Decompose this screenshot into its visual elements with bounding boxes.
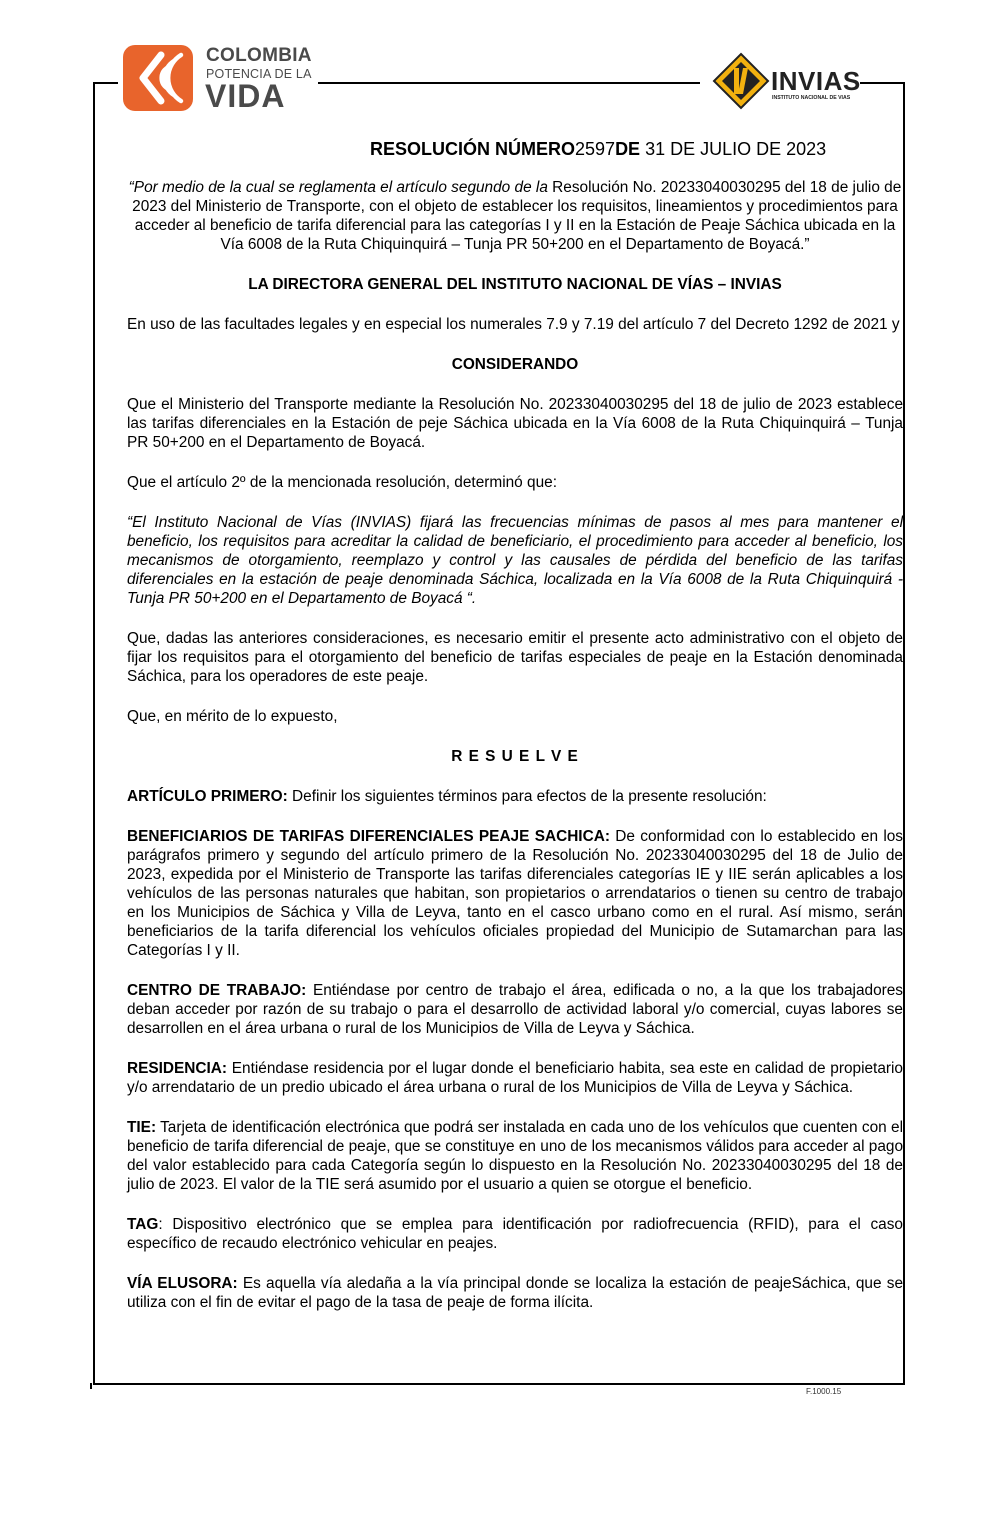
summary-text: Resolución No. 20233040030295 del 18 de julio de 2023 del Ministerio de Transporte, con el objeto de establecer los requisitos, lineamientos y procedimientos para acceder al beneficio de tarifa diferencial para las categorías I y II en la Estación de Peaje Sáchica ubicada en la Vía 6008 de la Ruta Chiquinquirá – Tunja PR 50+200 en el Departamento de Boyacá.” <box>132 179 902 253</box>
definition-term: VÍA ELUSORA: <box>127 1275 238 1292</box>
article-first <box>127 787 903 806</box>
resolution-summary <box>127 178 903 254</box>
resuelve-text: R E S U E L V E <box>451 748 579 765</box>
definition-term: RESIDENCIA: <box>127 1060 228 1077</box>
definition-text: De conformidad con lo establecido en los parágrafos primero y segundo del artículo primero de la Resolución No. 20233040030295 del 18 de Julio de 2023, expedida por el Ministerio de Transporte las tarifas diferenciales categorías IE y IIE serán aplicables a los vehículos de las personas naturales que habitan, son propietarios o arrendatarios o tienen su centro de trabajo en los Municipios de Sáchica y Villa de Leyva, tanto en el casco urbano como en el rural. Así mismo, serán beneficiarios de la tarifa diferencial los vehículos oficiales propiedad del Municipio de Sutamarchan para las Categorías I y II. <box>127 828 904 959</box>
definition-text: Es aquella vía aledaña a la vía principal donde se localiza la estación de peajeSáchica, que se utiliza con el fin de evitar el pago de la tasa de peaje de forma ilícita. <box>127 1275 903 1311</box>
article-first-label: ARTÍCULO PRIMERO: <box>127 788 288 805</box>
considerando-paragraph-4: Que, en mérito de lo expuesto, <box>127 708 338 725</box>
invias-logo-name: INVIAS <box>771 66 861 96</box>
resolution-title <box>370 139 826 160</box>
considerando-paragraph-1: Que el Ministerio del Transporte mediante la Resolución No. 20233040030295 del 18 de julio de 2023 establece las tarifas diferenciales en la Estación de peje Sáchica ubicada en la Vía 6008 de la Ruta Chiquinquirá – Tunja PR 50+200 en el Departamento de Boyacá. <box>127 396 903 451</box>
definition-tag <box>127 1215 903 1253</box>
colombia-logo-line2: POTENCIA DE LA <box>206 67 312 81</box>
considerando-paragraph-2: Que el artículo 2º de la mencionada resolución, determinó que: <box>127 474 557 491</box>
authority-heading <box>127 275 903 294</box>
definition-tie <box>127 1118 903 1194</box>
definition-term: TIE: <box>127 1119 157 1136</box>
considerando-paragraph-3: Que, dadas las anteriores consideraciones, es necesario emitir el presente acto administrativo con el objeto de fijar los requisitos para el otorgamiento del beneficio de tarifas especiales de peaje en la Estación denominada Sáchica, para los operadores de este peaje. <box>127 630 903 685</box>
definition-text: Tarjeta de identificación electrónica que podrá ser instalada en cada uno de los vehículos que cuenten con el beneficio de tarifa diferencial de peaje, que se constituye en uno de los mecanismos válidos para acceder al pago del valor establecido para cada Categoría según lo dispuesto en la Resolución No. 20233040030295 del 18 de julio de 2023. El valor de la TIE será asumido por el usuario a quien se otorgue el beneficio. <box>127 1119 904 1193</box>
invias-logo-subtitle: INSTITUTO NACIONAL DE VIAS <box>772 95 851 101</box>
resolution-number: 2597 <box>575 139 616 159</box>
title-prefix: RESOLUCIÓN NÚMERO <box>370 139 576 159</box>
colombia-logo-line3: VIDA <box>205 78 286 114</box>
title-de: DE <box>615 139 641 159</box>
quote-text: “El Instituto Nacional de Vías (INVIAS) fijará las frecuencias mínimas de pasos al mes para mantener el beneficio, los requisitos para acreditar la calidad de beneficiario, el procedimiento para acceder al beneficio, los mecanismos de otorgamiento, reemplazo y control y las causales de pérdida del beneficio de las tarifas diferenciales en la estación de peaje denominada Sáchica, localizada en la Vía 6008 de la Ruta Chiquinquirá - Tunja PR 50+200 en el Departamento de Boyacá “. <box>127 514 903 607</box>
authority-text: LA DIRECTORA GENERAL DEL INSTITUTO NACIONAL DE VÍAS – INVIAS <box>248 276 782 293</box>
frame-corner-tick <box>90 1383 98 1389</box>
colombia-potencia-logo <box>123 45 313 113</box>
definition-centro-trabajo <box>127 981 903 1038</box>
definition-text: : Dispositivo electrónico que se emplea para identificación por radiofrecuencia (RFID), para el caso específico de recaudo electrónico vehicular en peajes. <box>127 1216 903 1252</box>
definition-term: CENTRO DE TRABAJO: <box>127 982 307 999</box>
definition-via-elusora <box>127 1274 903 1312</box>
summary-italic: “Por medio de la cual se reglamenta el artículo segundo de la <box>128 179 548 196</box>
article-first-text: Definir los siguientes términos para efectos de la presente resolución: <box>287 788 767 805</box>
colombia-logo-line1: COLOMBIA <box>206 45 312 66</box>
faculties-paragraph: En uso de las facultades legales y en especial los numerales 7.9 y 7.19 del artículo 7 del Decreto 1292 de 2021 y <box>127 316 900 333</box>
definition-term: TAG <box>127 1216 159 1233</box>
colombia-logo-mark-icon <box>123 45 193 111</box>
invias-logo <box>712 52 861 110</box>
definition-term: BENEFICIARIOS DE TARIFAS DIFERENCIALES PEAJE SACHICA: <box>127 828 610 845</box>
invias-diamond-icon <box>712 52 770 110</box>
resolution-date: 31 DE JULIO DE 2023 <box>645 139 827 159</box>
resuelve-heading <box>127 747 903 766</box>
document-body <box>127 178 903 1312</box>
definition-residencia <box>127 1059 903 1097</box>
definition-text: Entiéndase residencia por el lugar donde el beneficiario habita, sea este en calidad de propietario y/o arrendatario de un predio ubicado el área urbana o rural de los Municipios de Villa de Leyva y Sáchica. <box>127 1060 903 1096</box>
definition-text: Entiéndase por centro de trabajo el área, edificada o no, a la que los trabajadores deban acceder por razón de su trabajo o para el desarrollo de actividad laboral y/o comercial, cuyas labores se desarrollen en el área urbana o rural de los Municipios de Villa de Leyva y Sáchica. <box>127 982 904 1037</box>
considerando-heading <box>127 355 903 374</box>
considerando-quote <box>127 513 903 608</box>
considerando-text: CONSIDERANDO <box>451 356 579 373</box>
form-code: F.1000.15 <box>806 1387 842 1396</box>
definition-beneficiarios <box>127 827 903 960</box>
